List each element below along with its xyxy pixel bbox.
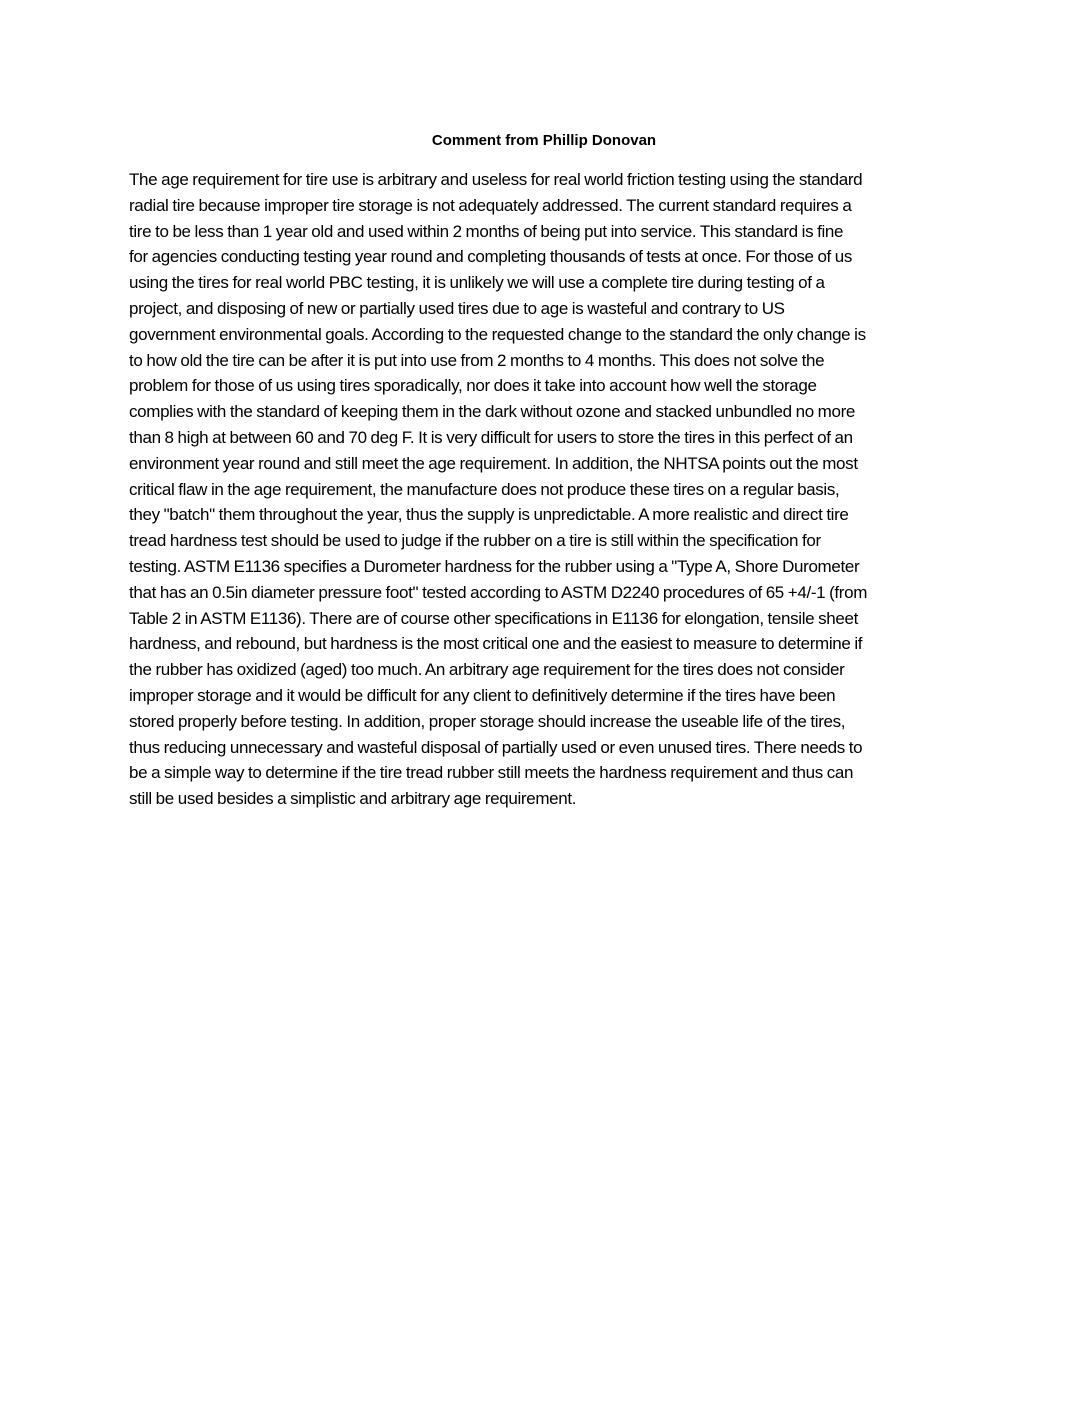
comment-body bbox=[129, 167, 961, 812]
body-line: radial tire because improper tire storage is not adequately addressed. The current standard requires a bbox=[129, 195, 852, 215]
body-line: stored properly before testing. In addition, proper storage should increase the useable life of the tires, bbox=[129, 711, 846, 731]
body-line: The age requirement for tire use is arbitrary and useless for real world friction testing using the standard bbox=[129, 170, 863, 189]
body-line: testing. ASTM E1136 specifies a Durometer hardness for the rubber using a "Type A, Shore Durometer bbox=[129, 556, 860, 576]
body-line: project, and disposing of new or partially used tires due to age is wasteful and contrary to US bbox=[129, 298, 785, 318]
body-line: be a simple way to determine if the tire tread rubber still meets the hardness requirement and thus can bbox=[129, 763, 854, 783]
page-title: Comment from Phillip Donovan bbox=[431, 132, 657, 149]
body-line: they "batch" them throughout the year, thus the supply is unpredictable. A more realistic and direct tire bbox=[129, 505, 849, 525]
body-line: critical flaw in the age requirement, the manufacture does not produce these tires on a regular basis, bbox=[129, 479, 840, 499]
body-line: using the tires for real world PBC testing, it is unlikely we will use a complete tire during testing of a bbox=[129, 273, 825, 293]
body-line: environment year round and still meet the age requirement. In addition, the NHTSA points out the most bbox=[129, 453, 858, 473]
body-line: for agencies conducting testing year round and completing thousands of tests at once. For those of us bbox=[129, 247, 853, 267]
body-line: the rubber has oxidized (aged) too much. An arbitrary age requirement for the tires does not consider bbox=[129, 660, 845, 680]
body-line: problem for those of us using tires sporadically, nor does it take into account how well the storage bbox=[129, 376, 817, 396]
body-line: government environmental goals. According to the requested change to the standard the only change is bbox=[129, 324, 866, 344]
body-line: improper storage and it would be difficult for any client to definitively determine if the tires have been bbox=[129, 685, 836, 705]
body-line: that has an 0.5in diameter pressure foot" tested according to ASTM D2240 procedures of 65 +4/-1 (from bbox=[129, 582, 868, 602]
body-line: thus reducing unnecessary and wasteful disposal of partially used or even unused tires. There needs to bbox=[129, 737, 863, 757]
body-line: than 8 high at between 60 and 70 deg F. It is very difficult for users to store the tires in this perfect of an bbox=[129, 427, 853, 447]
body-line: to how old the tire can be after it is put into use from 2 months to 4 months. This does not solve the bbox=[129, 350, 825, 370]
body-line: still be used besides a simplistic and arbitrary age requirement. bbox=[129, 789, 577, 809]
body-line: complies with the standard of keeping them in the dark without ozone and stacked unbundled no more bbox=[129, 402, 856, 422]
body-line: hardness, and rebound, but hardness is the most critical one and the easiest to measure to determine if bbox=[129, 634, 863, 654]
body-line: Table 2 in ASTM E1136). There are of course other specifications in E1136 for elongation, tensile sheet bbox=[129, 608, 858, 628]
body-line: tire to be less than 1 year old and used within 2 months of being put into service. This standard is fine bbox=[129, 221, 844, 241]
body-line: tread hardness test should be used to judge if the rubber on a tire is still within the specification for bbox=[129, 531, 821, 551]
